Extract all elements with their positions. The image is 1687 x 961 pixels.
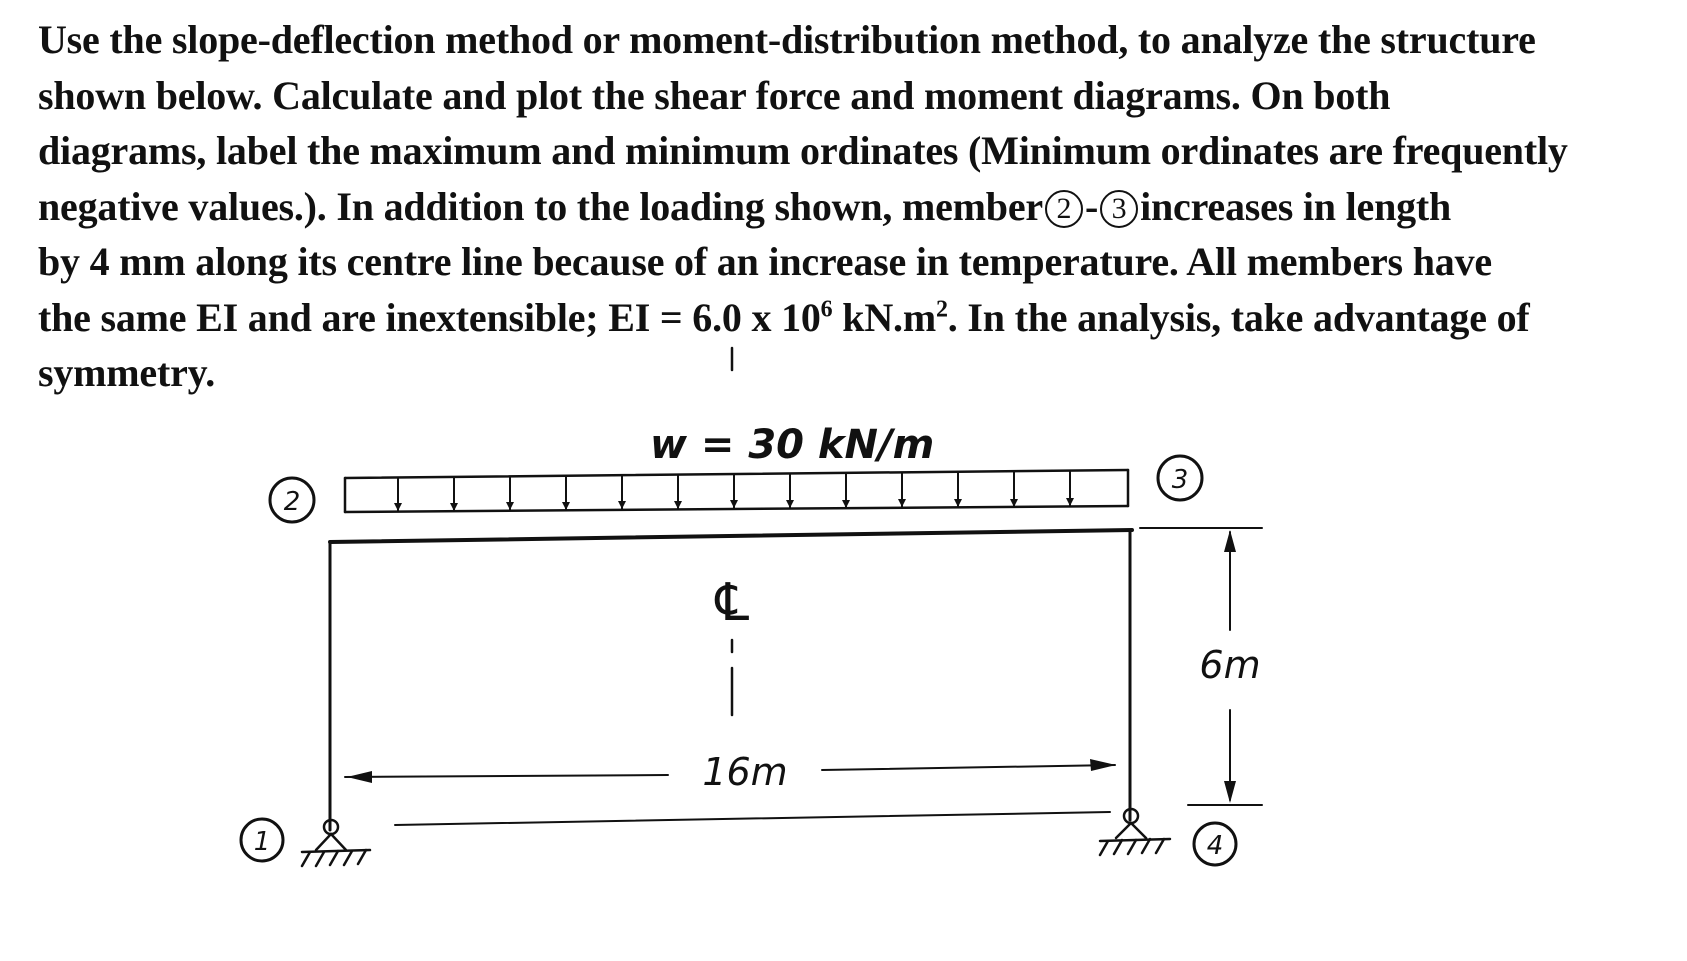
pin-support-4 [1100, 809, 1170, 855]
distributed-load [345, 470, 1128, 512]
member-node-3-badge: 3 [1100, 190, 1138, 228]
problem-line-4-start: negative values.). In addition to the loading shown, member [38, 183, 1043, 229]
problem-line-4-end: increases in length [1140, 183, 1452, 229]
problem-line-2: shown below. Calculate and plot the shear force and moment diagrams. On both [38, 72, 1391, 118]
node-2-label: 2 [283, 487, 301, 517]
height-label: 6m [1199, 643, 1261, 687]
node-1-label: 1 [253, 827, 271, 857]
beam-2-3 [330, 530, 1132, 542]
problem-line-6-end: . In the analysis, take advantage of [947, 294, 1530, 340]
load-label: w = 30 kN/m [650, 422, 935, 468]
ei-unit: kN.m [832, 294, 936, 340]
ei-exponent: 6 [820, 296, 833, 323]
centerline-symbol: ℄ [708, 573, 756, 633]
member-node-2-badge: 2 [1045, 190, 1083, 228]
pin-support-1 [302, 820, 370, 866]
problem-line-3: diagrams, label the maximum and minimum ordinates (Minimum ordinates are frequently [38, 128, 1568, 173]
problem-line-1: Use the slope-deflection method or moment-distribution method, to analyze the structure [38, 17, 1536, 62]
node-4-label: 4 [1206, 831, 1224, 861]
ei-unit-exponent: 2 [935, 296, 948, 323]
span-label: 16m [702, 750, 788, 794]
member-dash: - [1084, 183, 1099, 229]
problem-line-5: by 4 mm along its centre line because of an increase in temperature. All members have [38, 239, 1492, 284]
ei-text: the same EI and are inextensible; EI = 6.0 x 10 [38, 294, 821, 340]
node-3-label: 3 [1171, 465, 1189, 495]
problem-line-7: symmetry. [38, 350, 216, 395]
